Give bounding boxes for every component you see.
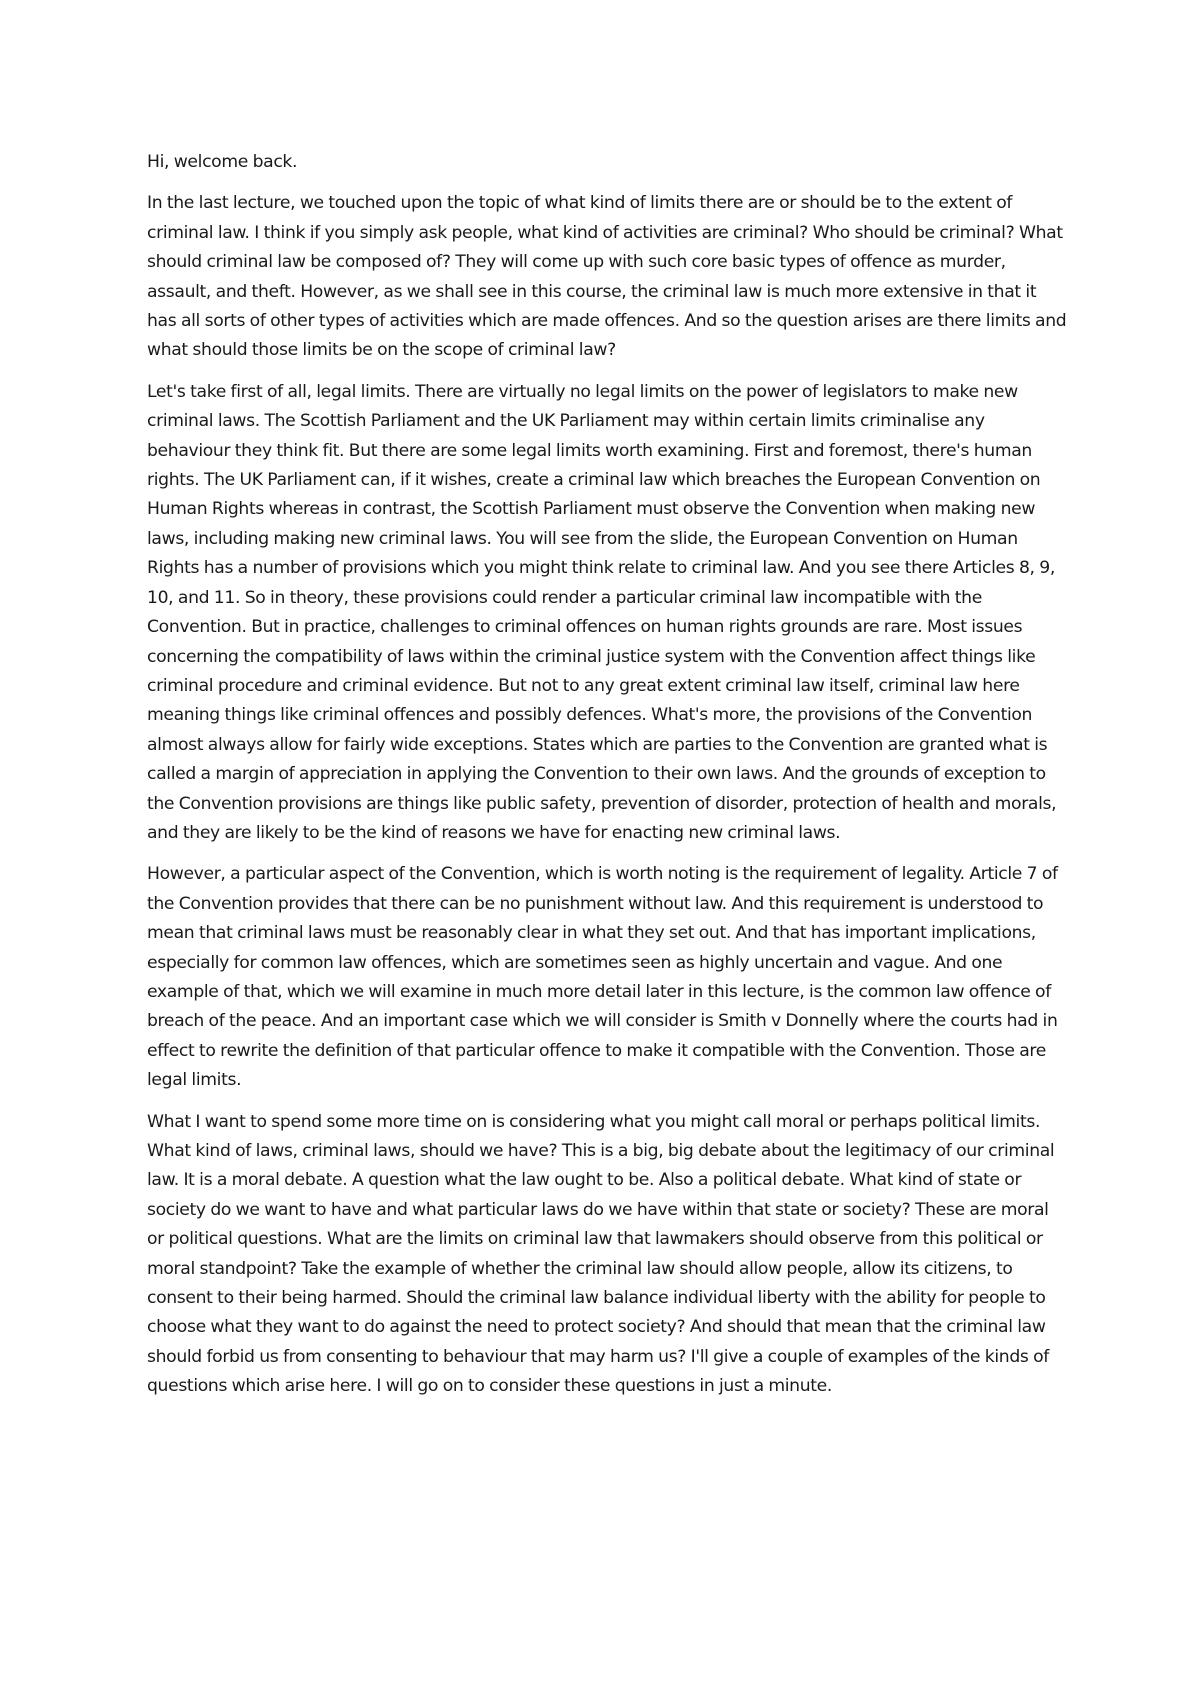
paragraph-greeting: Hi, welcome back. [147,152,298,172]
paragraph-intro: In the last lecture, we touched upon the topic of what kind of limits there are or should be to the extent of criminal law. I think if you simply ask people, what kind of activities are criminal? Who should be criminal? What should criminal law be composed of? They will come up with such core basic types of offence as murder, assault, and theft. However, as we shall see in this course, the criminal law is much more extensive in that it has all sorts of other types of activities which are made offences. And so the question arises are there limits and what should those limits be on the scope of criminal law? [147,193,1067,361]
paragraph-legality: However, a particular aspect of the Convention, which is worth noting is the requirement of legality. Article 7 of the Convention provides that there can be no punishment without law. And this requirement is understood to mean that criminal laws must be reasonably clear in what they set out. And that has important implications, especially for common law offences, which are sometimes seen as highly uncertain and vague. And one example of that, which we will examine in much more detail later in this lecture, is the common law offence of breach of the peace. And an important case which we will consider is Smith v Donnelly where the courts had in effect to rewrite the definition of that particular offence to make it compatible with the Convention. Those are legal limits. [147,864,1058,1091]
paragraph-legal-limits: Let's take first of all, legal limits. There are virtually no legal limits on the power of legislators to make new criminal laws. The Scottish Parliament and the UK Parliament may within certain limits criminalise any behaviour they think fit. But there are some legal limits worth examining. First and foremost, there's human rights. The UK Parliament can, if it wishes, create a criminal law which breaches the European Convention on Human Rights whereas in contrast, the Scottish Parliament must observe the Convention when making new laws, including making new criminal laws. You will see from the slide, the European Convention on Human Rights has a number of provisions which you might think relate to criminal law. And you see there Articles 8, 9, 10, and 11. So in theory, these provisions could render a particular criminal law incompatible with the Convention. But in practice, challenges to criminal offences on human rights grounds are rare. Most issues concerning the compatibility of laws within the criminal justice system with the Convention affect things like criminal procedure and criminal evidence. But not to any great extent criminal law itself, criminal law here meaning things like criminal offences and possibly defences. What's more, the provisions of the Convention almost always allow for fairly wide exceptions. States which are parties to the Convention are granted what is called a margin of appreciation in applying the Convention to their own laws. And the grounds of exception to the Convention provisions are things like public safety, prevention of disorder, protection of health and morals, and they are likely to be the kind of reasons we have for enacting new criminal laws. [147,381,1057,843]
document-body [147,148,1070,1414]
paragraph-moral-limits: What I want to spend some more time on is considering what you might call moral or perhaps political limits. What kind of laws, criminal laws, should we have? This is a big, big debate about the legitimacy of our criminal law. It is a moral debate. A question what the law ought to be. Also a political debate. What kind of state or society do we want to have and what particular laws do we have within that state or society? These are moral or political questions. What are the limits on criminal law that lawmakers should observe from this political or moral standpoint? Take the example of whether the criminal law should allow people, allow its citizens, to consent to their being harmed. Should the criminal law balance individual liberty with the ability for people to choose what they want to do against the need to protect society? And should that mean that the criminal law should forbid us from consenting to behaviour that may harm us? I'll give a couple of examples of the kinds of questions which arise here. I will go on to consider these questions in just a minute. [147,1111,1055,1397]
